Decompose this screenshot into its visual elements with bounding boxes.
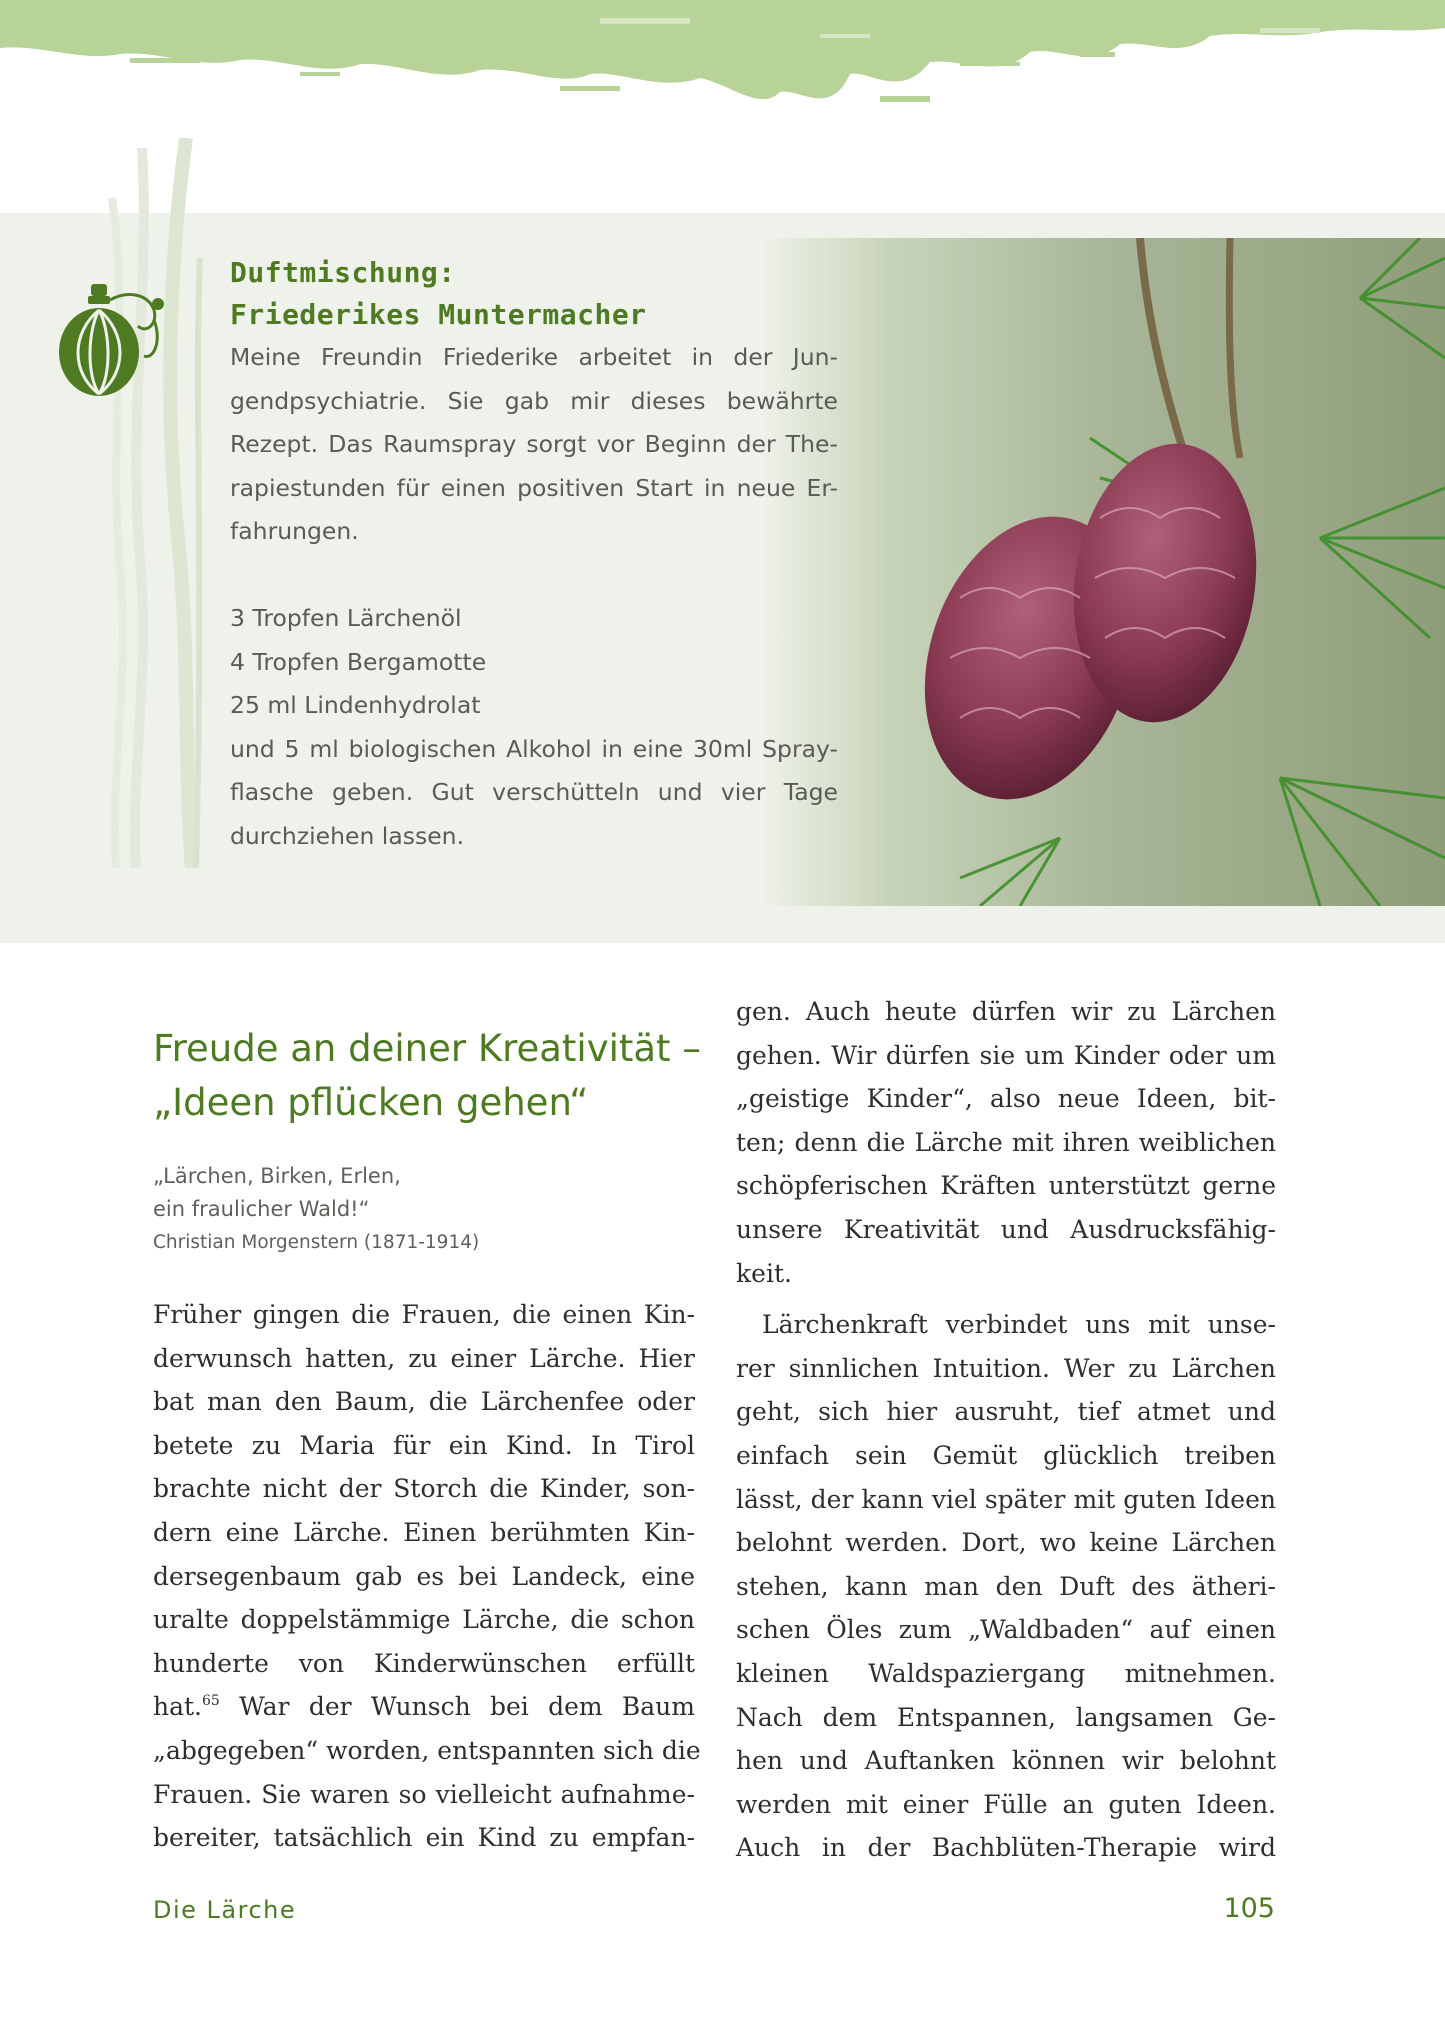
body-line: bat man den Baum, die Lärchenfee oder: [153, 1387, 695, 1417]
brush-stroke-header: [0, 0, 1445, 130]
body-line: schen Öles zum „Waldbaden“ auf einen: [736, 1615, 1276, 1645]
body-line: derwunsch hatten, zu einer Lärche. Hier: [153, 1343, 695, 1373]
ingredient-line: und 5 ml biologischen Alkohol in eine 30ml Spray-: [230, 734, 838, 763]
body-line-start: hat.: [153, 1692, 202, 1722]
recipe-intro-line: Meine Freundin Friederike arbeitet in der Jun-: [230, 343, 838, 371]
body-line: Frauen. Sie waren so vielleicht aufnahme-: [153, 1779, 695, 1809]
recipe-title-line-2: Friederikes Muntermacher: [230, 298, 647, 331]
body-line: lässt, der kann viel später mit guten Ideen: [736, 1484, 1276, 1514]
body-line: Auch in der Bachblüten-Therapie wird: [736, 1833, 1276, 1863]
body-line: kleinen Waldspaziergang mitnehmen.: [736, 1658, 1276, 1688]
body-column-right: [736, 990, 1276, 1870]
body-line: einfach sein Gemüt glücklich treiben: [736, 1440, 1276, 1470]
ingredient-line: flasche geben. Gut verschütteln und vier Tage: [230, 778, 838, 807]
body-line: keit.: [736, 1258, 792, 1288]
ingredient-line: 25 ml Lindenhydrolat: [230, 691, 481, 720]
epigraph-quote: [153, 1160, 673, 1260]
recipe-intro: [230, 336, 838, 554]
body-line: unsere Kreativität und Ausdrucksfähig-: [736, 1214, 1276, 1244]
recipe-intro-line: gendpsychiatrie. Sie gab mir dieses bewährte: [230, 386, 838, 415]
recipe-text: [230, 252, 838, 859]
body-line: gen. Auch heute dürfen wir zu Lärchen: [736, 997, 1276, 1026]
body-line: brachte nicht der Storch die Kinder, son-: [153, 1474, 695, 1504]
body-line: rer sinnlichen Intuition. Wer zu Lärchen: [736, 1353, 1276, 1383]
section-heading: [153, 1022, 713, 1130]
body-line: schöpferischen Kräften unterstützt gerne: [736, 1171, 1276, 1201]
body-line: Früher gingen die Frauen, die einen Kin-: [153, 1300, 695, 1329]
body-line: gehen. Wir dürfen sie um Kinder oder um: [736, 1040, 1276, 1070]
ingredient-line: 4 Tropfen Bergamotte: [230, 647, 487, 676]
page-number: 105: [1223, 1893, 1275, 1924]
body-line: dersegenbaum gab es bei Landeck, eine: [153, 1561, 695, 1591]
body-line: betete zu Maria für ein Kind. In Tirol: [153, 1430, 695, 1460]
footer-chapter-title: Die Lärche: [153, 1896, 297, 1924]
body-line: „abgegeben“ worden, entspannten sich die: [153, 1735, 701, 1765]
body-line: ten; denn die Lärche mit ihren weiblichen: [736, 1127, 1276, 1157]
body-line: Lärchenkraft verbindet uns mit unse-: [762, 1310, 1276, 1340]
body-line-end: War der Wunsch bei dem Baum: [219, 1692, 695, 1722]
footnote-marker: 65: [202, 1693, 220, 1710]
body-column-left: [153, 1293, 701, 1860]
body-line: hunderte von Kinderwünschen erfüllt: [153, 1648, 695, 1678]
ingredient-line: durchziehen lassen.: [230, 821, 465, 850]
body-line: uralte doppelstämmige Lärche, die schon: [153, 1605, 695, 1635]
paragraph-gap: [736, 1295, 1276, 1303]
body-line: Nach dem Entspannen, langsamen Ge-: [736, 1702, 1276, 1732]
recipe-intro-line: fahrungen.: [230, 517, 359, 546]
recipe-intro-line: Rezept. Das Raumspray sorgt vor Beginn der The-: [230, 430, 838, 459]
quote-line-1: „Lärchen, Birken, Erlen,: [153, 1164, 401, 1188]
body-line-with-footnote: [153, 1685, 695, 1729]
body-line: bereiter, tatsächlich ein Kind zu empfan-: [153, 1823, 695, 1853]
quote-author: Christian Morgenstern (1871-1914): [153, 1232, 480, 1253]
body-line: belohnt werden. Dort, wo keine Lärchen: [736, 1528, 1276, 1558]
body-line: dern eine Lärche. Einen berühmten Kin-: [153, 1517, 695, 1547]
recipe-title-line-1: Duftmischung:: [230, 256, 456, 289]
body-line: werden mit einer Fülle an guten Ideen.: [736, 1789, 1276, 1819]
perfume-bottle-icon: [58, 280, 173, 398]
body-line: geht, sich hier ausruht, tief atmet und: [736, 1397, 1276, 1427]
body-line: hen und Auftanken können wir belohnt: [736, 1746, 1276, 1776]
decorative-stalks: [100, 138, 210, 868]
quote-line-2: ein fraulicher Wald!“: [153, 1197, 370, 1221]
larch-cone-photo: [760, 238, 1445, 906]
section-heading-line-2: „Ideen pflücken gehen“: [153, 1081, 589, 1124]
recipe-intro-line: rapiestunden für einen positiven Start in neue Er-: [230, 473, 838, 502]
recipe-ingredients: [230, 597, 838, 859]
ingredient-line: 3 Tropfen Lärchenöl: [230, 603, 462, 632]
section-heading-line-1: Freude an deiner Kreativität –: [153, 1027, 701, 1070]
body-line: stehen, kann man den Duft des ätheri-: [736, 1571, 1276, 1601]
body-line: „geistige Kinder“, also neue Ideen, bit-: [736, 1084, 1276, 1114]
